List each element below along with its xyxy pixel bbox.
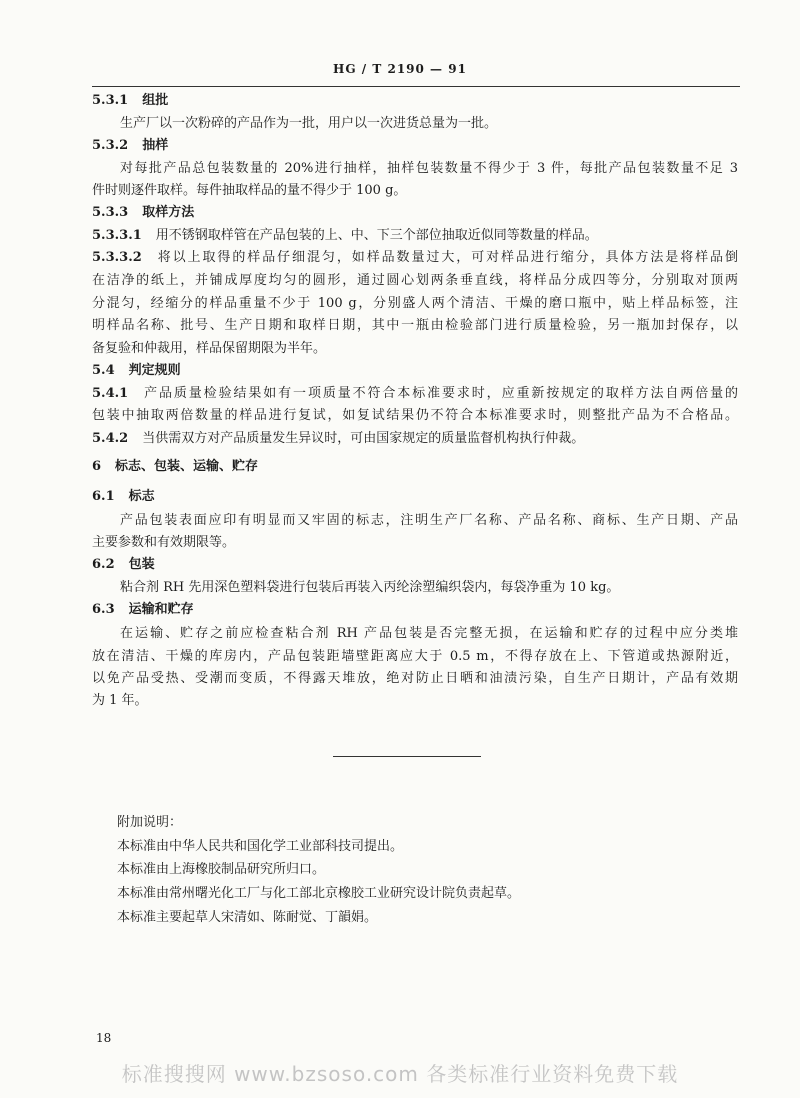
section-5-3-3-2-text-line: 5.3.3.2 将以上取得的样品仔细混匀，如样品数量过大，可对样品进行缩分，具体方法是将样品倒 — [92, 250, 738, 265]
notes-title: 附加说明： — [117, 815, 183, 830]
section-5-3-3-1-text: 5.3.3.1 用不锈钢取样管在产品包装的上、中、下三个部位抽取近似同等数量的样品。 — [92, 228, 598, 243]
section-6-2-text: 粘合剂 RH 先用深色塑料袋进行包装后再装入丙纶涂塑编织袋内，每袋净重为 10 kg。 — [120, 580, 620, 595]
section-5-3-3-2-text-line: 备复验和仲裁用，样品保留期限为半年。 — [92, 341, 327, 356]
document-code-header: HG / T 2190 — 91 — [333, 62, 467, 76]
section-6-1-heading: 6.1 标志 — [92, 489, 155, 504]
notes-line: 本标准由常州曙光化工厂与化工部北京橡胶工业研究设计院负责起草。 — [117, 886, 521, 901]
section-5-3-2-text-line: 件时则逐件取样。每件抽取样品的量不得少于 100 g。 — [92, 183, 407, 198]
section-5-3-3-2-text-line: 明样品名称、批号、生产日期和取样日期，其中一瓶由检验部门进行质量检验，另一瓶加封保存，以 — [92, 318, 738, 333]
page-number: 18 — [96, 1031, 112, 1045]
section-5-3-3-2-text-line: 分混匀，经缩分的样品重量不少于 100 g，分别盛人两个清洁、干燥的磨口瓶中，贴上样品标签，注 — [92, 296, 738, 311]
section-6-3-text-line: 以免产品受热、受潮而变质，不得露天堆放，绝对防止日晒和油渍污染，自生产日期计，产品有效期 — [92, 671, 738, 686]
section-5-4-2-text: 5.4.2 当供需双方对产品质量发生异议时，可由国家规定的质量监督机构执行仲裁。 — [92, 431, 585, 446]
section-5-3-1-heading: 5.3.1 组批 — [92, 93, 169, 108]
section-5-3-3-2-text-line: 在洁净的纸上，并铺成厚度均匀的圆形，通过圆心划两条垂直线，将样品分成四等分，分别取对顶两 — [92, 273, 738, 288]
section-5-4-1-text-line: 5.4.1 产品质量检验结果如有一项质量不符合本标准要求时，应重新按规定的取样方法自两倍量的 — [92, 386, 738, 401]
section-6-3-text-line: 在运输、贮存之前应检查粘合剂 RH 产品包装是否完整无损，在运输和贮存的过程中应分类堆 — [120, 626, 738, 641]
section-6-1-text-line: 主要参数和有效期限等。 — [92, 535, 236, 550]
notes-line: 本标准主要起草人宋清如、陈耐觉、丁韻娟。 — [117, 910, 378, 925]
section-6-3-heading: 6.3 运输和贮存 — [92, 602, 194, 617]
section-6-3-text-line: 为 1 年。 — [92, 693, 148, 708]
section-5-4-heading: 5.4 判定规则 — [92, 363, 181, 378]
section-5-4-1-text-line: 包装中抽取两倍数量的样品进行复试，如复试结果仍不符合本标准要求时，则整批产品为不合格品。 — [92, 408, 738, 423]
section-6-1-text-line: 产品包装表面应印有明显而又牢固的标志，注明生产厂名称、产品名称、商标、生产日期、产品 — [120, 513, 738, 528]
section-6-3-text-line: 放在清洁、干燥的库房内，产品包装距墙壁距离应大于 0.5 m，不得存放在上、下管道或热源附近， — [92, 649, 738, 664]
site-watermark: 标准搜搜网 www.bzsoso.com 各类标准行业资料免费下载 — [121, 1062, 679, 1086]
end-of-text-rule — [333, 756, 481, 757]
section-5-3-2-heading: 5.3.2 抽样 — [92, 138, 169, 153]
section-6-heading: 6 标志、包装、运输、贮存 — [92, 459, 259, 474]
section-6-2-heading: 6.2 包装 — [92, 557, 155, 572]
section-5-3-1-text: 生产厂以一次粉碎的产品作为一批，用户以一次进货总量为一批。 — [120, 116, 498, 131]
section-5-3-2-text-line: 对每批产品总包装数量的 20%进行抽样，抽样包装数量不得少于 3 件，每批产品包装数量不足 3 — [120, 161, 738, 176]
notes-line: 本标准由上海橡胶制品研究所归口。 — [117, 862, 326, 877]
header-divider — [92, 86, 740, 87]
section-5-3-3-heading: 5.3.3 取样方法 — [92, 205, 195, 220]
notes-line: 本标准由中华人民共和国化学工业部科技司提出。 — [117, 839, 404, 854]
